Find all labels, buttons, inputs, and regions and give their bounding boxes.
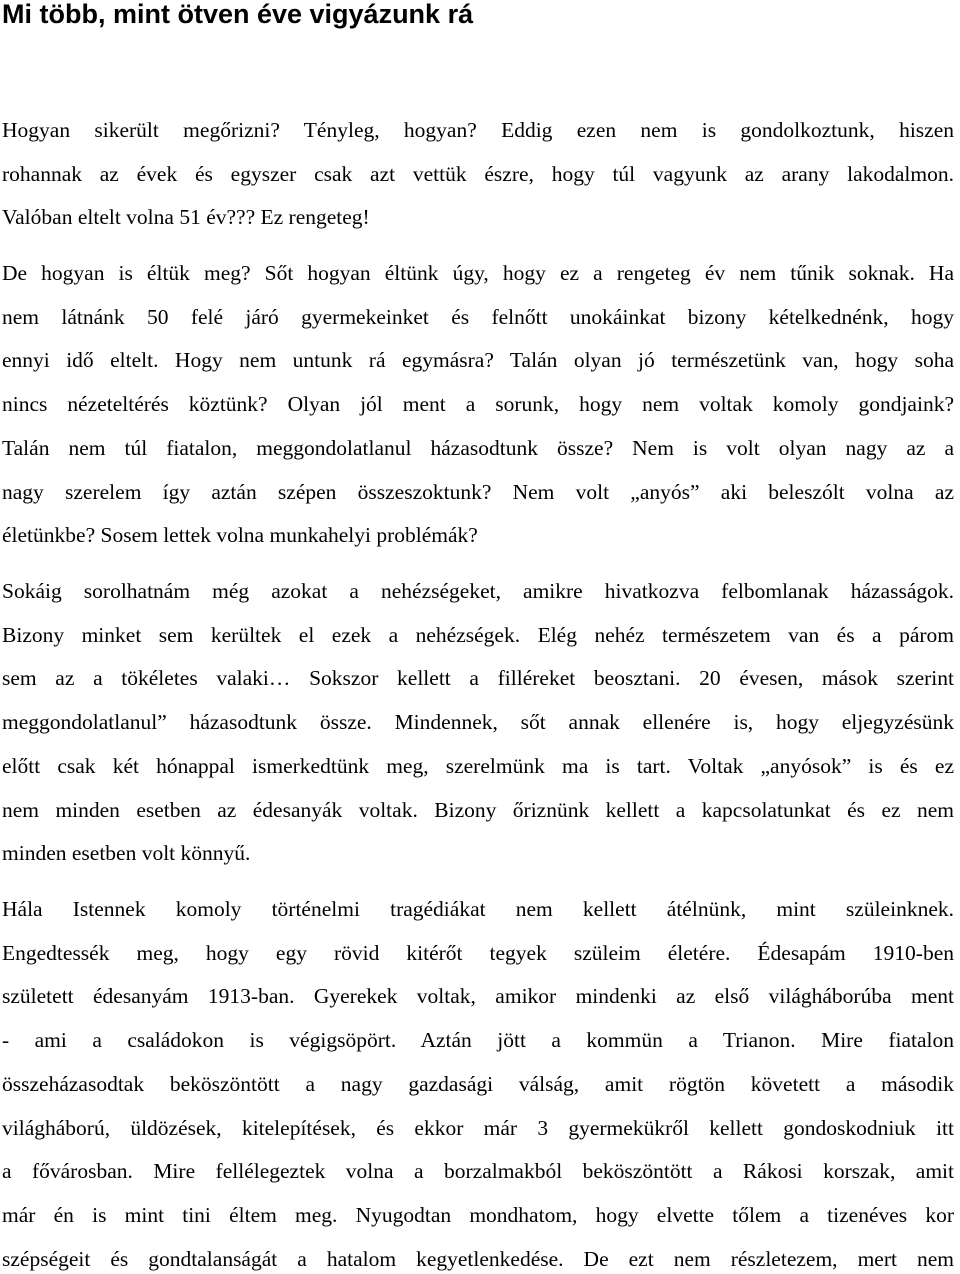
paragraph-2-line-2: nem látnánk 50 felé járó gyermekeinket és felnőtt unokáinkat bizony kételkednénk, hogy (2, 305, 954, 329)
paragraph-3-line-6: nem minden esetben az édesanyák voltak. Bizony őriznünk kellett a kapcsolatunkat és ez nem (2, 798, 954, 822)
paragraph-2-line-7: életünkbe? Sosem lettek volna munkahelyi problémák? (2, 523, 478, 547)
document-title: Mi több, mint ötven éve vigyázunk rá (2, 0, 474, 29)
paragraph-4-line-1: Hála Istennek komoly történelmi tragédiákat nem kellett átélnünk, mint szüleinknek. (2, 897, 954, 921)
paragraph-4-line-2: Engedtessék meg, hogy egy rövid kitérőt tegyek szüleim életére. Édesapám 1910-ben (2, 941, 954, 965)
paragraph-4-line-6: világháború, üldözések, kitelepítések, és ekkor már 3 gyermekükről kellett gondoskodniuk itt (2, 1116, 954, 1140)
paragraph-3-line-5: előtt csak két hónappal ismerkedtünk meg, szerelmünk ma is tart. Voltak „anyósok” is és ez (2, 754, 954, 778)
paragraph-3-line-2: Bizony minket sem kerültek el ezek a nehézségek. Elég nehéz természetem van és a párom (2, 623, 954, 647)
paragraph-1-line-3: Valóban eltelt volna 51 év??? Ez rengeteg! (2, 205, 370, 229)
paragraph-3-line-1: Sokáig sorolhatnám még azokat a nehézségeket, amikre hivatkozva felbomlanak házasságok. (2, 579, 954, 603)
paragraph-3-line-7: minden esetben volt könnyű. (2, 841, 251, 865)
paragraph-2-line-4: nincs nézeteltérés köztünk? Olyan jól ment a sorunk, hogy nem voltak komoly gondjaink? (2, 392, 954, 416)
paragraph-2-line-5: Talán nem túl fiatalon, meggondolatlanul házasodtunk össze? Nem is volt olyan nagy az a (2, 436, 954, 460)
paragraph-2-line-6: nagy szerelem így aztán szépen összeszoktunk? Nem volt „anyós” aki beleszólt volna az (2, 480, 954, 504)
paragraph-4-line-4: - ami a családokon is végigsöpört. Aztán jött a kommün a Trianon. Mire fiatalon (2, 1028, 954, 1052)
paragraph-2-line-1: De hogyan is éltük meg? Sőt hogyan éltünk úgy, hogy ez a rengeteg év nem tűnik soknak. Ha (2, 261, 954, 285)
paragraph-4-line-5: összeházasodtak beköszöntött a nagy gazdasági válság, amit rögtön követett a második (2, 1072, 954, 1096)
paragraph-3-line-3: sem az a tökéletes valaki… Sokszor kellett a filléreket beosztani. 20 évesen, mások szerint (2, 666, 954, 690)
paragraph-4-line-3: született édesanyám 1913-ban. Gyerekek voltak, amikor mindenki az első világháborúba ment (2, 984, 954, 1008)
paragraph-4-line-7: a fővárosban. Mire fellélegeztek volna a borzalmakból beköszöntött a Rákosi korszak, amit (2, 1159, 954, 1183)
paragraph-4-line-8: már én is mint tini éltem meg. Nyugodtan mondhatom, hogy elvette tőlem a tizenéves kor (2, 1203, 954, 1227)
paragraph-1-line-1: Hogyan sikerült megőrizni? Tényleg, hogyan? Eddig ezen nem is gondolkoztunk, hiszen (2, 118, 954, 142)
paragraph-2-line-3: ennyi idő eltelt. Hogy nem untunk rá egymásra? Talán olyan jó természetünk van, hogy soha (2, 348, 954, 372)
paragraph-4-line-9: szépségeit és gondtalanságát a hatalom kegyetlenkedése. De ezt nem részletezem, mert nem (2, 1247, 954, 1271)
paragraph-1-line-2: rohannak az évek és egyszer csak azt vettük észre, hogy túl vagyunk az arany lakodalmon. (2, 162, 954, 186)
paragraph-3-line-4: meggondolatlanul” házasodtunk össze. Mindennek, sőt annak ellenére is, hogy eljegyzésünk (2, 710, 954, 734)
